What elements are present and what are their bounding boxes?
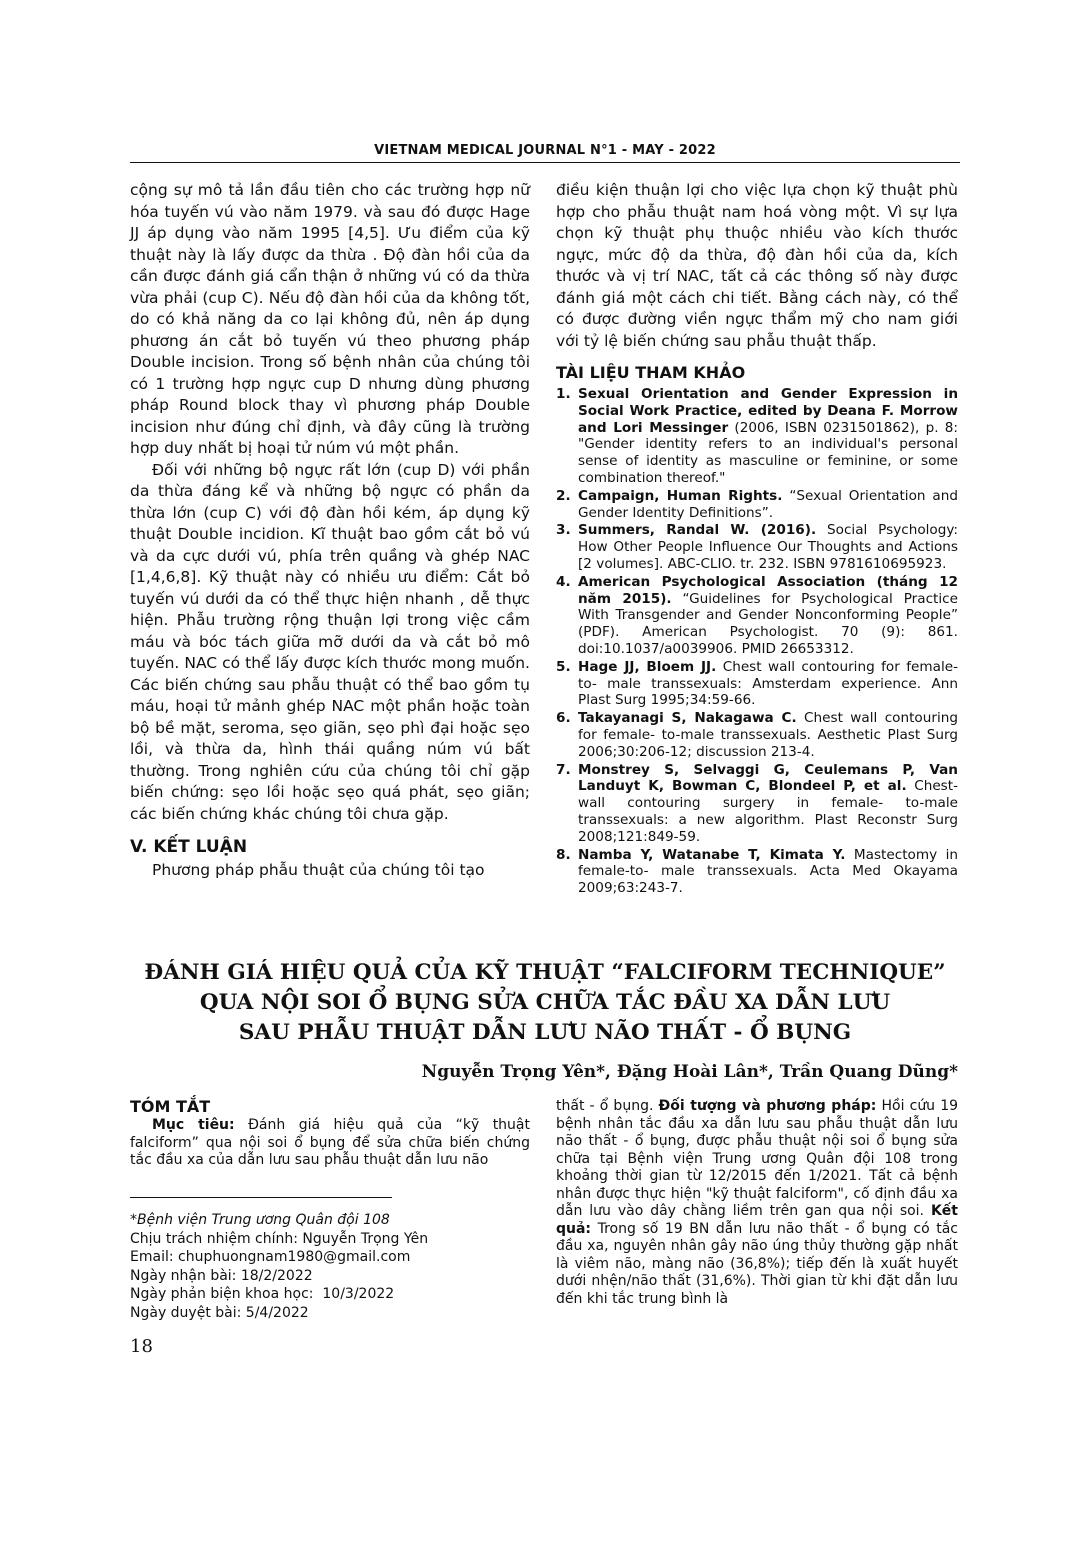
reference-authors: Monstrey S, Selvaggi G, Ceulemans P, Van Landuyt K, Bowman C, Blondeel P, et al. [578,761,958,795]
body-paragraph: cộng sự mô tả lần đầu tiên cho các trường hợp nữ hóa tuyến vú vào năm 1979. và sau đó được Hage JJ áp dụng vào năm 1995 [4,5]. Ưu điểm của kỹ thuật này là lấy được da thừa . Độ đàn hồi của da cần được đánh giá cẩn thận ở những vú có da thừa vừa phải (cup C). Nếu độ đàn hồi của da không tốt, do có khả năng da co lại không đủ, nên áp dụng phương án cắt bỏ tuyến vú theo phương pháp Double incision. Trong số bệnh nhân của chúng tôi có 1 trường hợp ngực cup D nhưng dùng phương pháp Round block thay vì phương pháp Double incision như đúng chỉ định, và đây cũng là trường hợp duy nhất bị hoại tử núm vú một phần. [130,181,530,457]
reference-item [556,659,958,709]
page-number: 18 [130,1336,153,1357]
abstract-continuation: thất - ổ bụng. [556,1098,659,1114]
reference-authors: Hage JJ, Bloem JJ. [578,658,717,675]
title-line: SAU PHẪU THUẬT DẪN LƯU NÃO THẤT - Ổ BỤNG [238,1020,852,1045]
reference-number: 6. [556,710,571,727]
reference-authors: Summers, Randal W. (2016). [578,522,817,539]
reference-authors: Namba Y, Watanabe T, Kimata Y. [578,846,846,863]
reference-authors: Campaign, Human Rights. [578,487,783,504]
left-column [130,180,530,882]
reference-text: Chest wall contouring for female- to-male transsexuals. Aesthetic Plast Surg 2006;30:206-12; discussion 213-4. [578,710,958,760]
email: Email: chuphuongnam1980@gmail.com [130,1249,411,1265]
received-date: Ngày nhận bài: 18/2/2022 [130,1267,313,1284]
reference-number: 5. [556,658,571,675]
article-title [130,958,960,1048]
results-text: Trong số 19 BN dẫn lưu não thất - ổ bụng có tắc đầu xa, nguyên nhân gây não úng thủy thường gặp nhất là viêm não, màng não (36,8%); tiếp đến là xuất huyết dưới nhện/não thất (31,6%). Thời gian từ khi đặt dẫn lưu đến khi tắc trung bình là [556,1220,958,1307]
reference-text: Social Psychology: How Other People Influence Our Thoughts and Actions [2 volumes]. ABC-CLIO. tr. 232. ISBN 9781610695923. [578,522,959,572]
methods-label: Đối tượng và phương pháp: [658,1098,877,1114]
reference-authors: American Psychological Association (tháng 12 năm 2015). [578,573,958,607]
footnote-rule [130,1197,392,1198]
journal-header: VIETNAM MEDICAL JOURNAL N°1 - MAY - 2022 [374,143,716,158]
reference-authors: Sexual Orientation and Gender Expression in Social Work Practice, edited by Deana F. Morrow and Lori Messinger [578,386,958,436]
objective-text: Đánh giá hiệu quả của “kỹ thuật falciform” qua nội soi ổ bụng để sửa chữa biến chứng tắc đầu xa của dẫn lưu sau phẫu thuật dẫn lưu não [130,1117,530,1168]
methods-text: Hồi cứu 19 bệnh nhân tắc đầu xa dẫn lưu sau phẫu thuật dẫn lưu não thất - ổ bụng, được phẫu thuật nội soi ổ bụng sửa chữa tại Bệnh viện Trung ương Quân đội 108 trong khoảng thời gian từ 12/2015 đến 1/2021. Tất cả bệnh nhân được thực hiện "kỹ thuật falciform", cố định đầu xa dẫn lưu vào dây chằng liềm trên gan qua nội soi. [556,1098,959,1219]
results-label: Kết quả: [556,1203,958,1237]
article-authors: Nguyễn Trọng Yên*, Đặng Hoài Lân*, Trần Quang Dũng* [421,1062,958,1082]
body-paragraph: điều kiện thuận lợi cho việc lựa chọn kỹ thuật phù hợp cho phẫu thuật nam hoá vòng một. Vì sự lựa chọn kỹ thuật phụ thuộc nhiều vào kích thước ngực, mức độ da thừa, độ đàn hồi của da, kích thước và vị trí NAC, tất cả các thông số này được đánh giá một cách chi tiết. Bằng cách này, có thể có được đường viền ngực thẩm mỹ cho nam giới với tỷ lệ biến chứng sau phẫu thuật thấp. [556,181,958,350]
objective-label: Mục tiêu: [152,1117,235,1133]
reference-text: Chest-wall contouring surgery in female- to-male transsexuals: a new algorithm. Plast Reconstr Surg 2008;121:849-59. [578,778,959,845]
abstract-paragraph [130,1117,530,1170]
affiliation: *Bệnh viện Trung ương Quân đội 108 [130,1212,390,1228]
reference-item [556,710,958,760]
reference-text: “Sexual Orientation and Gender Identity Definitions”. [578,487,958,521]
body-paragraph: Phương pháp phẫu thuật của chúng tôi tạo [152,861,485,879]
reference-item [556,574,958,658]
body-paragraph: Đối với những bộ ngực rất lớn (cup D) với phần da thừa đáng kể và những bộ ngực có phần da thừa lớn (cup C) với độ đàn hồi kém, áp dụng kỹ thuật Double incidion. Kĩ thuật bao gồm cắt bỏ vú và da cực dưới vú, phía trên quầng và ghép NAC [1,4,6,8]. Kỹ thuật này có nhiều ưu điểm: Cắt bỏ tuyến vú dưới da có thể thực hiện nhanh , dễ thực hiện. Phẫu trường rộng thuận lợi trong việc cầm máu và bóc tách giữa mỡ dưới da và cắt bỏ mô tuyến. NAC có thể lấy được kích thước mong muốn. Các biến chứng sau phẫu thuật có thể bao gồm tụ máu, hoại tử mảnh ghép NAC một phần hoặc toàn bộ bề mặt, seroma, sẹo giãn, sẹo phì đại hoặc sẹo lồi, và thừa da, hình thái quầng núm vú bất thường. Trong nghiên cứu của chúng tôi chỉ gặp biến chứng: sẹo lồi hoặc sẹo quá phát, sẹo giãn; các biến chứng khác chúng tôi chưa gặp. [130,460,530,823]
reference-text: Chest wall contouring for female-to- male transsexuals: Amsterdam experience. Ann Plast Surg 1995;34:59-66. [578,658,958,709]
reference-authors: Takayanagi S, Nakagawa C. [578,710,797,727]
reference-text: (2006, ISBN 0231501862), p. 8: "Gender identity refers to an individual's personal sense of identity as masculine or feminine, or some combination thereof." [578,419,958,486]
reference-text: “Guidelines for Psychological Practice With Transgender and Gender Nonconforming People” (PDF). American Psychologist. 70 (9): 861. doi:10.1037/a0039906. PMID 26653312. [578,590,958,657]
reference-item [556,386,958,487]
responsible-author: Chịu trách nhiệm chính: Nguyễn Trọng Yên [130,1230,429,1247]
section-heading: V. KẾT LUẬN [130,837,248,857]
footnote [130,1211,428,1322]
reference-number: 7. [556,761,571,778]
reference-number: 2. [556,487,571,504]
accepted-date: Ngày duyệt bài: 5/4/2022 [130,1304,309,1321]
reviewed-date: Ngày phản biện khoa học: 10/3/2022 [130,1286,395,1302]
abstract-left [130,1117,530,1170]
title-line: ĐÁNH GIÁ HIỆU QUẢ CỦA KỸ THUẬT “FALCIFORM TECHNIQUE” [144,960,946,985]
reference-number: 3. [556,522,571,539]
reference-number: 4. [556,573,571,590]
reference-item [556,522,958,572]
references-heading: TÀI LIỆU THAM KHẢO [556,363,746,382]
abstract-right [556,1098,958,1308]
reference-item [556,762,958,846]
title-line: QUA NỘI SOI Ổ BỤNG SỬA CHỮA TẮC ĐẦU XA DẪN LƯU [199,990,891,1015]
abstract-paragraph [556,1098,958,1308]
header-rule [130,162,960,163]
right-column [556,180,958,898]
abstract-heading: TÓM TẮT [130,1097,211,1116]
reference-number: 8. [556,846,571,863]
reference-item [556,847,958,897]
reference-item [556,488,958,522]
reference-number: 1. [556,386,571,402]
reference-text: Mastectomy in female-to- male transsexuals. Acta Med Okayama 2009;63:243-7. [578,846,959,897]
references-list [556,386,958,897]
